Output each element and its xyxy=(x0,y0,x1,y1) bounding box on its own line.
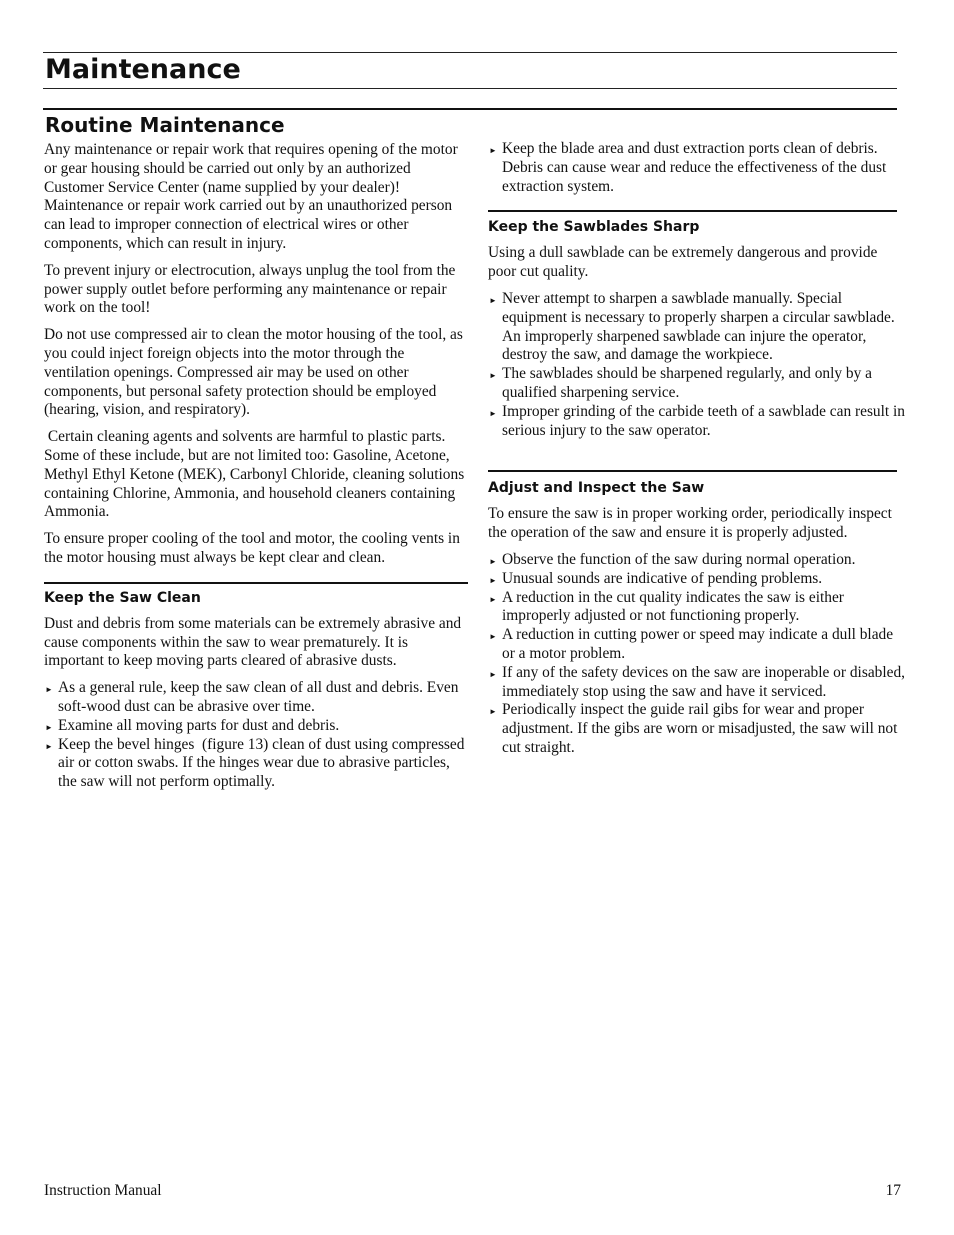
list-item: ► Periodically inspect the guide rail gibs for wear and proper adjustment. If the gibs are worn or misadjusted, the saw will not cut straight. xyxy=(489,701,898,756)
footer-manual-label: Instruction Manual xyxy=(44,1182,162,1199)
bullet-arrow-icon: ► xyxy=(489,594,497,604)
list-item: ► Examine all moving parts for dust and debris. xyxy=(44,717,468,736)
bullet-arrow-icon: ► xyxy=(489,575,497,585)
subsection-heading: Keep the Sawblades Sharp xyxy=(488,219,700,236)
list-item: ► If any of the safety devices on the saw are inoperable or disabled, immediately stop using the saw and have it serviced. xyxy=(489,663,905,700)
paragraph: Any maintenance or repair work that requires opening of the motor or gear housing should be carried out only by an authorized Customer Service Center (name supplied by your dealer)! Maintenance or repair work carried out by an unauthorized person can lead to improper connection of electrical wires or other components, which can result in injury. xyxy=(44,141,458,252)
title-underline xyxy=(43,88,897,89)
list-item: ► Improper grinding of the carbide teeth of a sawblade can result in serious injury to the saw operator. xyxy=(489,402,905,439)
page-number: 17 xyxy=(885,1182,901,1199)
subsection-heading: Adjust and Inspect the Saw xyxy=(488,480,705,497)
list-item: ► Unusual sounds are indicative of pending problems. xyxy=(488,570,908,589)
bullet-arrow-icon: ► xyxy=(489,556,497,566)
bullet-arrow-icon: ► xyxy=(489,408,497,418)
list-item: ► Observe the function of the saw during normal operation. xyxy=(488,551,908,570)
bullet-list xyxy=(44,679,468,792)
bullet-list xyxy=(488,290,908,440)
subsection-heading: Keep the Saw Clean xyxy=(44,589,201,606)
bullet-arrow-icon: ► xyxy=(45,741,53,751)
list-item: ► A reduction in the cut quality indicates the saw is either improperly adjusted or not functioning properly. xyxy=(489,588,844,625)
section-title: Routine Maintenance xyxy=(45,113,285,137)
paragraph: Certain cleaning agents and solvents are harmful to plastic parts. Some of these include, but are not limited too: Gasoline, Acetone, Methyl Ethyl Ketone (MEK), Carbonyl Chloride, cleaning solutions containing Chlorine, Ammonia, and household cleaners containing Ammonia. xyxy=(44,428,469,521)
subsection-rule xyxy=(488,470,897,472)
bullet-arrow-icon: ► xyxy=(45,685,53,695)
list-item: ► As a general rule, keep the saw clean of all dust and debris. Even soft-wood dust can be abrasive over time. xyxy=(45,679,459,715)
paragraph: Do not use compressed air to clean the motor housing of the tool, as you could inject foreign objects into the motor through the ventilation openings. Compressed air may be used on other components, but personal safety protection should be employed (hearing, vision, and respiratory). xyxy=(44,326,463,419)
bullet-list xyxy=(488,551,908,758)
subsection-rule xyxy=(488,210,897,212)
list-item: ► A reduction in cutting power or speed may indicate a dull blade or a motor problem. xyxy=(489,626,894,662)
bullet-arrow-icon: ► xyxy=(489,632,497,642)
bullet-arrow-icon: ► xyxy=(489,146,497,155)
paragraph: To ensure the saw is in proper working order, periodically inspect the operation of the saw and ensure it is properly adjusted. xyxy=(488,505,892,542)
page-title: Maintenance xyxy=(45,54,241,85)
paragraph: Using a dull sawblade can be extremely dangerous and provide poor cut quality. xyxy=(488,244,878,281)
paragraph: To ensure proper cooling of the tool and motor, the cooling vents in the motor housing must always be kept clear and clean. xyxy=(44,530,460,566)
list-item: ► Keep the blade area and dust extraction ports clean of debris. Debris can cause wear and reduce the effectiveness of the dust extraction system. xyxy=(489,140,887,195)
paragraph: Dust and debris from some materials can be extremely abrasive and cause components within the saw to wear prematurely. It is important to keep moving parts cleared of abrasive dusts. xyxy=(44,614,462,670)
left-column xyxy=(44,112,468,800)
bullet-list xyxy=(488,140,908,196)
right-column xyxy=(488,140,908,766)
top-rule xyxy=(43,52,897,53)
paragraph: To prevent injury or electrocution, always unplug the tool from the power supply outlet before performing any maintenance or repair work on the tool! xyxy=(44,261,456,317)
list-item: ► Keep the bevel hinges (figure 13) clean of dust using compressed air or cotton swabs. If the hinges wear due to abrasive particles, the saw will not perform optimally. xyxy=(45,735,469,791)
section-rule xyxy=(43,108,897,110)
bullet-arrow-icon: ► xyxy=(489,669,497,679)
subsection-rule xyxy=(44,582,468,584)
bullet-arrow-icon: ► xyxy=(489,295,497,305)
list-item: ► The sawblades should be sharpened regularly, and only by a qualified sharpening service. xyxy=(489,365,872,401)
bullet-arrow-icon: ► xyxy=(489,371,497,381)
bullet-arrow-icon: ► xyxy=(45,722,53,732)
bullet-arrow-icon: ► xyxy=(489,707,497,717)
list-item: ► Never attempt to sharpen a sawblade manually. Special equipment is necessary to properly sharpen a circular sawblade. An improperly sharpened sawblade can injure the operator, destroy the saw, and damage the workpiece. xyxy=(489,289,895,364)
